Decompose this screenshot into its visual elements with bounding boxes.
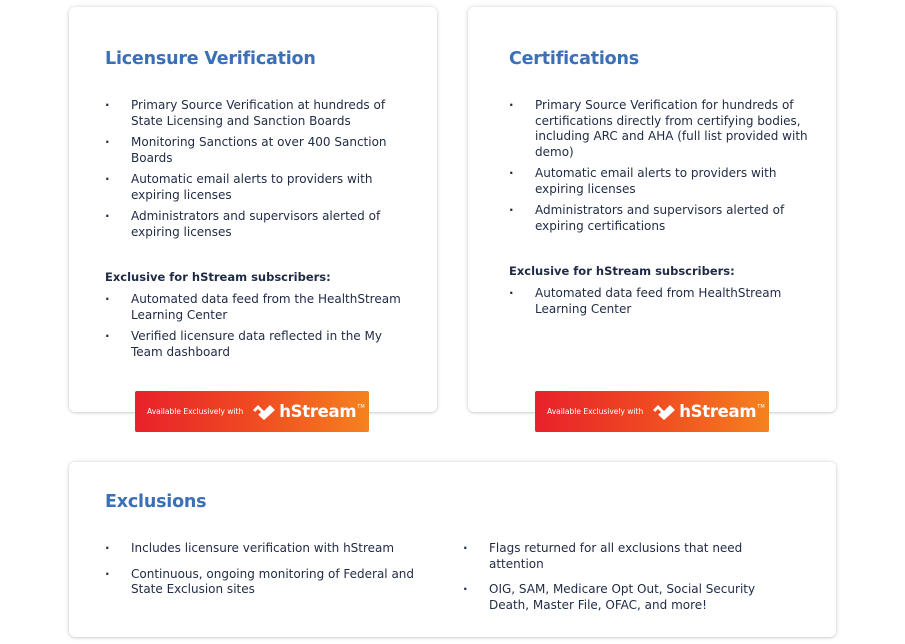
badge-brand: hStream [279,402,357,421]
hstream-logo-icon [252,403,276,421]
hstream-logo-icon [652,403,676,421]
list-item: · Monitoring Sanctions at over 400 Sanction Boards [105,135,405,166]
licensure-verification-card [69,7,437,412]
list-item: · Flags returned for all exclusions that need attention [463,541,783,572]
certifications-exclusive-heading: Exclusive for hStream subscribers: [509,264,735,278]
certifications-feature-list [509,98,809,240]
exclusions-right-list [463,541,783,619]
licensure-title: Licensure Verification [105,49,316,69]
hstream-badge[interactable] [535,391,769,432]
list-item: · Primary Source Verification at hundreds of State Licensing and Sanction Boards [105,98,405,129]
badge-trademark: TM [357,403,365,410]
list-item: · Automatic email alerts to providers with expiring licenses [105,172,405,203]
list-item: · Automatic email alerts to providers with expiring licenses [509,166,809,197]
licensure-feature-list [105,98,405,246]
exclusions-card [69,462,836,637]
list-item: · Includes licensure verification with hStream [105,541,435,557]
list-item: · Continuous, ongoing monitoring of Federal and State Exclusion sites [105,567,435,598]
hstream-badge[interactable] [135,391,369,432]
list-item: · OIG, SAM, Medicare Opt Out, Social Security Death, Master File, OFAC, and more! [463,582,783,613]
list-item: · Primary Source Verification for hundreds of certifications directly from certifying bodies, including ARC and AHA (full list provided with demo) [509,98,809,160]
list-item: · Administrators and supervisors alerted of expiring certifications [509,203,809,234]
badge-brand: hStream [679,402,757,421]
badge-available-text: Available Exclusively with [147,407,244,416]
list-item: · Verified licensure data reflected in the My Team dashboard [105,329,405,360]
badge-available-text: Available Exclusively with [547,407,644,416]
exclusions-left-list [105,541,435,604]
exclusions-title: Exclusions [105,492,207,512]
licensure-exclusive-heading: Exclusive for hStream subscribers: [105,270,331,284]
licensure-exclusive-list [105,292,405,366]
certifications-title: Certifications [509,49,639,69]
list-item: · Automated data feed from HealthStream Learning Center [509,286,809,317]
certifications-card [468,7,836,412]
list-item: · Automated data feed from the HealthStream Learning Center [105,292,405,323]
badge-trademark: TM [757,403,765,410]
list-item: · Administrators and supervisors alerted of expiring licenses [105,209,405,240]
certifications-exclusive-list [509,286,809,323]
